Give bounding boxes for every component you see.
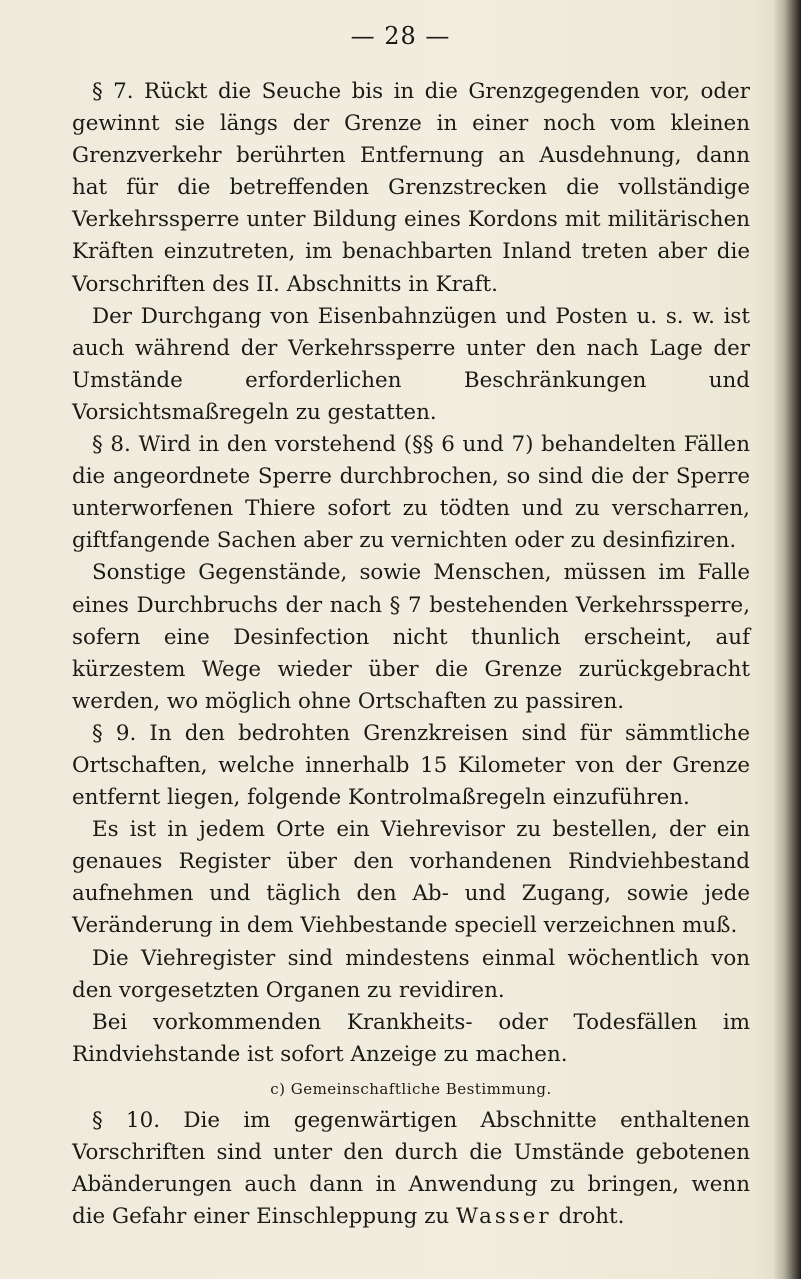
subheading-common-provision: c) Gemeinschaftliche Bestimmung. (270, 1079, 552, 1098)
body-text (72, 76, 750, 1233)
paragraph-section-9-report: Bei vorkommenden Krankheits- oder Todesfällen im Rindviehstande ist sofort Anzeige zu machen. (72, 1009, 750, 1067)
page-number: — 28 — (350, 22, 451, 50)
paragraph-section-9: § 9. In den bedrohten Grenzkreisen sind für sämmtliche Ortschaften, welche innerhalb 15 Kilometer von der Grenze entfernt liegen, folgende Kontrolmaßregeln einzuführen. (72, 720, 750, 811)
section-10-text: § 10. Die im gegenwärtigen Abschnitte enthaltenen Vorschriften sind unter den durch die Umstände gebotenen Abänderungen auch dann in Anwendung zu bringen, wenn die Gefahr einer Einschleppung zu (72, 1107, 750, 1230)
page-edge-shadow (773, 0, 801, 1279)
paragraph-section-10 (72, 1105, 750, 1233)
section-10-spaced-word: Wasser (455, 1204, 552, 1230)
section-10-end: droht. (558, 1204, 625, 1230)
paragraph-section-7-transit: Der Durchgang von Eisenbahnzügen und Posten u. s. w. ist auch während der Verkehrssperre unter den nach Lage der Umstände erforderlichen Beschränkungen und Vorsichtsmaßregeln zu gestatten. (72, 303, 750, 425)
paragraph-section-9-register: Es ist in jedem Orte ein Viehrevisor zu bestellen, der ein genaues Register über den vorhandenen Rindviehbestand aufnehmen und täglich den Ab- und Zugang, sowie jede Veränderung in dem Viehbestande speciell verzeichnen muß. (72, 817, 750, 939)
paragraph-section-8-objects: Sonstige Gegenstände, sowie Menschen, müssen im Falle eines Durchbruchs der nach § 7 bestehenden Verkehrssperre, sofern eine Desinfection nicht thunlich erscheint, auf kürzestem Wege wieder über die Grenze zurückgebracht werden, wo möglich ohne Ortschaften zu passiren. (72, 560, 750, 714)
paragraph-section-7: § 7. Rückt die Seuche bis in die Grenzgegenden vor, oder gewinnt sie längs der Grenze in einer noch vom kleinen Grenzverkehr berührten Entfernung an Ausdehnung, dann hat für die betreffenden Grenzstrecken die vollständige Verkehrssperre unter Bildung eines Kordons mit militärischen Kräften einzutreten, im benachbarten Inland treten aber die Vorschriften des II. Abschnitts in Kraft. (72, 79, 750, 297)
paragraph-section-8: § 8. Wird in den vorstehend (§§ 6 und 7) behandelten Fällen die angeordnete Sperre durchbrochen, so sind die der Sperre unterworfenen Thiere sofort zu tödten und zu verscharren, giftfangende Sachen aber zu vernichten oder zu desinfiziren. (72, 432, 750, 554)
paragraph-section-9-revision: Die Viehregister sind mindestens einmal wöchentlich von den vorgesetzten Organen zu revidiren. (72, 945, 750, 1003)
